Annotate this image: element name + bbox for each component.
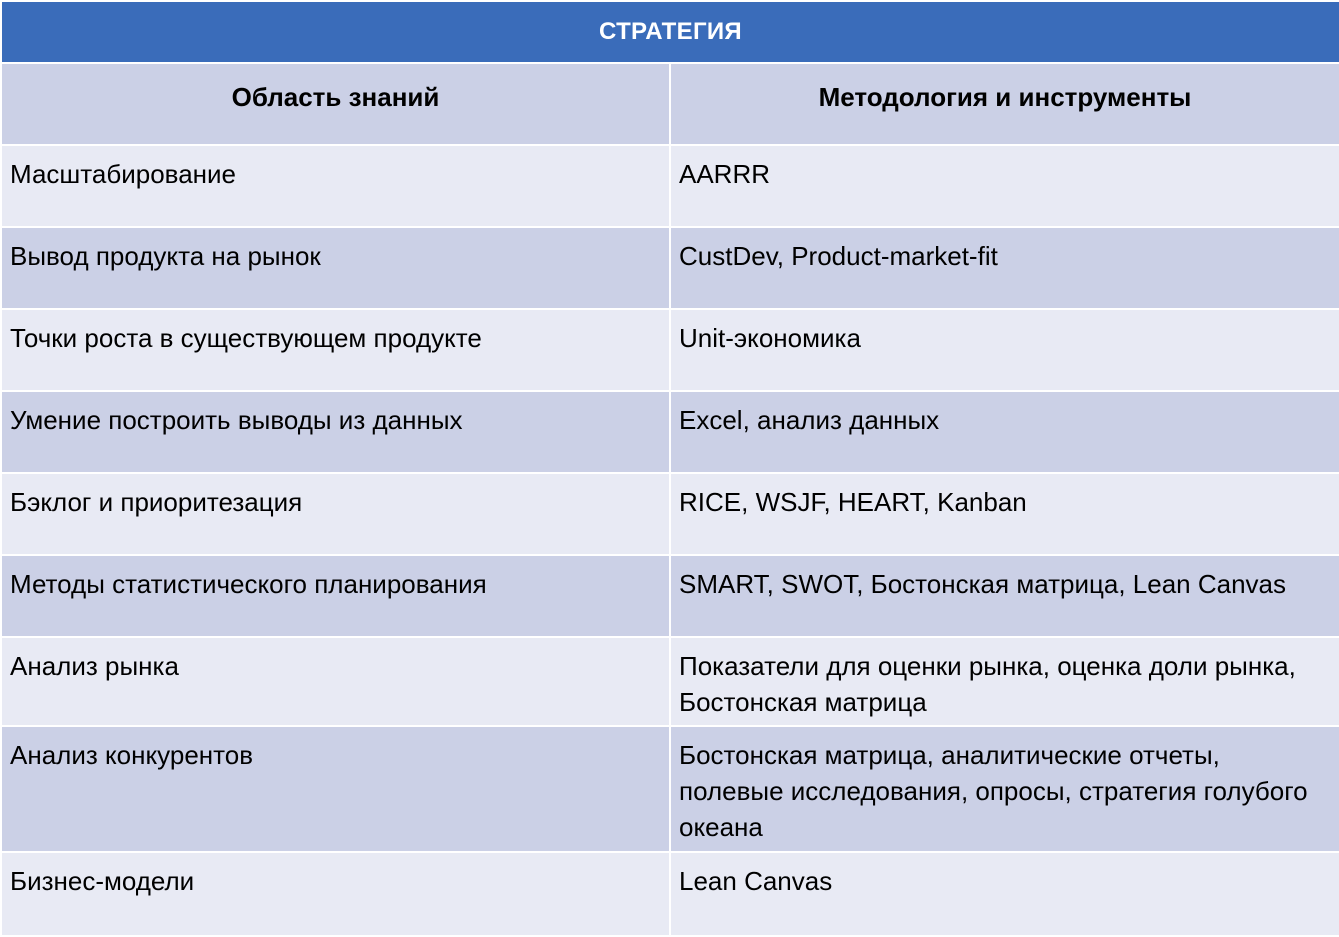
tools-text: Lean Canvas <box>679 866 833 896</box>
area-text: Бизнес-модели <box>10 866 195 896</box>
tools-text: AARRR <box>679 159 771 189</box>
table-row <box>1 391 1339 473</box>
tools-cell <box>670 637 1339 726</box>
column-header-tools-label: Методология и инструменты <box>818 82 1192 112</box>
area-text: Умение построить выводы из данных <box>10 405 463 435</box>
area-cell <box>1 145 670 227</box>
table-row <box>1 726 1339 852</box>
title-row <box>1 1 1339 63</box>
table-row <box>1 145 1339 227</box>
column-header-area-label: Область знаний <box>231 82 440 112</box>
area-text: Вывод продукта на рынок <box>10 241 321 271</box>
area-cell <box>1 227 670 309</box>
table-row <box>1 852 1339 936</box>
tools-text: Unit-экономика <box>679 323 861 353</box>
table-row <box>1 227 1339 309</box>
tools-cell <box>670 309 1339 391</box>
column-header-tools <box>670 63 1339 145</box>
tools-text: RICE, WSJF, HEART, Kanban <box>679 487 1027 517</box>
area-cell <box>1 391 670 473</box>
column-header-area <box>1 63 670 145</box>
area-text: Точки роста в существующем продукте <box>10 323 482 353</box>
table-row <box>1 473 1339 555</box>
table-row <box>1 637 1339 726</box>
area-cell <box>1 852 670 936</box>
tools-cell <box>670 473 1339 555</box>
tools-cell <box>670 726 1339 852</box>
tools-cell <box>670 227 1339 309</box>
tools-text: Excel, анализ данных <box>679 405 940 435</box>
tools-cell <box>670 145 1339 227</box>
table-row <box>1 309 1339 391</box>
tools-cell <box>670 555 1339 637</box>
tools-text: SMART, SWOT, Бостонская матрица, Lean Canvas <box>679 569 1286 599</box>
tools-cell <box>670 391 1339 473</box>
table-title: СТРАТЕГИЯ <box>1 1 1339 63</box>
area-text: Анализ рынка <box>10 651 179 681</box>
tools-text: CustDev, Product-market-fit <box>679 241 998 271</box>
area-text: Анализ конкурентов <box>10 740 254 770</box>
area-text: Методы статистического планирования <box>10 569 487 599</box>
tools-text: Бостонская матрица, аналитические отчеты, полевые исследования, опросы, стратегия голубого океана <box>679 740 1308 842</box>
area-text: Масштабирование <box>10 159 237 189</box>
area-cell <box>1 555 670 637</box>
tools-cell <box>670 852 1339 936</box>
header-row <box>1 63 1339 145</box>
area-cell <box>1 309 670 391</box>
table-row <box>1 555 1339 637</box>
area-cell <box>1 473 670 555</box>
area-cell <box>1 726 670 852</box>
area-text: Бэклог и приоритезация <box>10 487 303 517</box>
tools-text: Показатели для оценки рынка, оценка доли рынка, Бостонская матрица <box>679 651 1296 717</box>
area-cell <box>1 637 670 726</box>
